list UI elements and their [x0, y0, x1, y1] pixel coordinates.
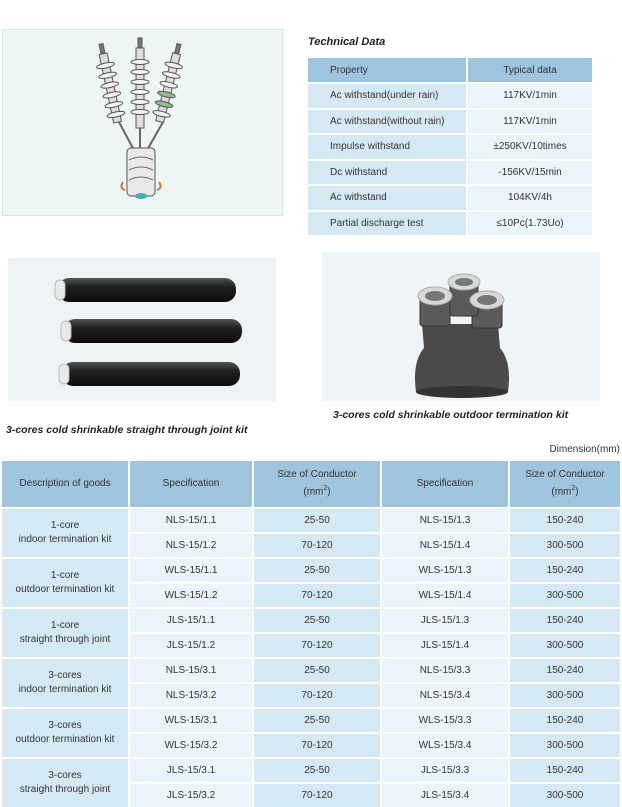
- table-header-row: [2, 461, 621, 508]
- table-row: [2, 658, 621, 683]
- size-cell: 70-120: [253, 683, 381, 708]
- size-cell: 300-500: [509, 683, 621, 708]
- value-cell: 104KV/4h: [467, 185, 593, 211]
- description-cell: 3-cores straight through joint: [2, 758, 129, 807]
- termination-illustration: [2, 29, 283, 216]
- dimension-label: Dimension(mm): [549, 444, 620, 455]
- table-row: [308, 185, 593, 211]
- spec-cell: JLS-15/3.4: [381, 783, 509, 807]
- size-cell: 25-50: [253, 608, 381, 633]
- size-cell: 300-500: [509, 633, 621, 658]
- size-cell: 70-120: [253, 633, 381, 658]
- specification-table: [2, 461, 622, 807]
- spec-cell: WLS-15/3.2: [129, 733, 253, 758]
- outdoor-termination-caption: 3-cores cold shrinkable outdoor termination kit: [333, 409, 569, 421]
- table-row: [308, 211, 593, 236]
- value-cell: 117KV/1min: [467, 109, 593, 135]
- property-cell: Impulse withstand: [308, 134, 467, 160]
- size-cell: 70-120: [253, 733, 381, 758]
- spec-cell: JLS-15/3.2: [129, 783, 253, 807]
- spec-cell: JLS-15/3.1: [129, 758, 253, 783]
- spec-cell: JLS-15/3.3: [381, 758, 509, 783]
- value-cell: ≤10Pc(1.73Uo): [467, 211, 593, 236]
- joint-kit-photo: [8, 258, 276, 401]
- typical-data-header: Typical data: [467, 58, 593, 83]
- property-cell: Ac withstand(under rain): [308, 83, 467, 109]
- size-cell: 25-50: [253, 708, 381, 733]
- property-header: Property: [308, 58, 467, 83]
- table-row: [2, 508, 621, 533]
- size-cell: 300-500: [509, 533, 621, 558]
- description-cell: 1-core outdoor termination kit: [2, 558, 129, 608]
- table-row: [308, 160, 593, 186]
- spec-cell: NLS-15/3.4: [381, 683, 509, 708]
- value-cell: 117KV/1min: [467, 83, 593, 109]
- spec-cell: WLS-15/3.1: [129, 708, 253, 733]
- termination-drawing: [3, 30, 282, 215]
- joint-kit-caption: 3-cores cold shrinkable straight through joint kit: [6, 424, 248, 436]
- joint-tubes-drawing: [8, 258, 276, 401]
- specification-header: Specification: [381, 461, 509, 508]
- spec-cell: WLS-15/3.3: [381, 708, 509, 733]
- size-cell: 25-50: [253, 758, 381, 783]
- spreader-boot-drawing: [322, 252, 600, 401]
- size-cell: 70-120: [253, 533, 381, 558]
- size-cell: 70-120: [253, 583, 381, 608]
- spec-cell: NLS-15/1.3: [381, 508, 509, 533]
- spec-cell: JLS-15/1.3: [381, 608, 509, 633]
- spec-cell: NLS-15/3.1: [129, 658, 253, 683]
- spec-cell: WLS-15/1.4: [381, 583, 509, 608]
- size-cell: 150-240: [509, 558, 621, 583]
- outdoor-termination-photo: [322, 252, 600, 401]
- property-cell: Partial discharge test: [308, 211, 467, 236]
- table-row: [308, 134, 593, 160]
- size-cell: 150-240: [509, 608, 621, 633]
- value-cell: ±250KV/10times: [467, 134, 593, 160]
- size-cell: 300-500: [509, 733, 621, 758]
- specification-header: Specification: [129, 461, 253, 508]
- description-header: Description of goods: [2, 461, 129, 508]
- size-of-conductor-header: Size of Conductor $(mm^2)$: [509, 461, 621, 508]
- spec-cell: WLS-15/1.2: [129, 583, 253, 608]
- spec-cell: NLS-15/1.1: [129, 508, 253, 533]
- description-cell: 3-cores indoor termination kit: [2, 658, 129, 708]
- size-cell: 70-120: [253, 783, 381, 807]
- size-cell: 25-50: [253, 658, 381, 683]
- table-row: [2, 558, 621, 583]
- property-cell: Ac withstand: [308, 185, 467, 211]
- size-cell: 300-500: [509, 583, 621, 608]
- table-row: [2, 608, 621, 633]
- size-cell: 150-240: [509, 708, 621, 733]
- description-cell: 3-cores outdoor termination kit: [2, 708, 129, 758]
- description-cell: 1-core indoor termination kit: [2, 508, 129, 558]
- property-cell: Dc withstand: [308, 160, 467, 186]
- property-cell: Ac withstand(without rain): [308, 109, 467, 135]
- spec-cell: JLS-15/1.2: [129, 633, 253, 658]
- value-cell: -156KV/15min: [467, 160, 593, 186]
- size-cell: 150-240: [509, 758, 621, 783]
- table-row: [2, 758, 621, 783]
- spec-cell: WLS-15/1.3: [381, 558, 509, 583]
- size-cell: 150-240: [509, 658, 621, 683]
- table-row: [308, 109, 593, 135]
- technical-data-title: Technical Data: [308, 36, 386, 48]
- table-header-row: [308, 58, 593, 83]
- size-of-conductor-header: Size of Conductor $(mm^2)$: [253, 461, 381, 508]
- size-cell: 25-50: [253, 508, 381, 533]
- spec-cell: NLS-15/1.2: [129, 533, 253, 558]
- size-cell: 300-500: [509, 783, 621, 807]
- spec-cell: WLS-15/3.4: [381, 733, 509, 758]
- spec-cell: WLS-15/1.1: [129, 558, 253, 583]
- technical-data-table: [308, 58, 594, 235]
- table-row: [2, 708, 621, 733]
- size-cell: 150-240: [509, 508, 621, 533]
- spec-cell: NLS-15/1.4: [381, 533, 509, 558]
- spec-cell: JLS-15/1.4: [381, 633, 509, 658]
- spec-cell: NLS-15/3.3: [381, 658, 509, 683]
- size-cell: 25-50: [253, 558, 381, 583]
- description-cell: 1-core straight through joint: [2, 608, 129, 658]
- spec-cell: JLS-15/1.1: [129, 608, 253, 633]
- spec-cell: NLS-15/3.2: [129, 683, 253, 708]
- table-row: [308, 83, 593, 109]
